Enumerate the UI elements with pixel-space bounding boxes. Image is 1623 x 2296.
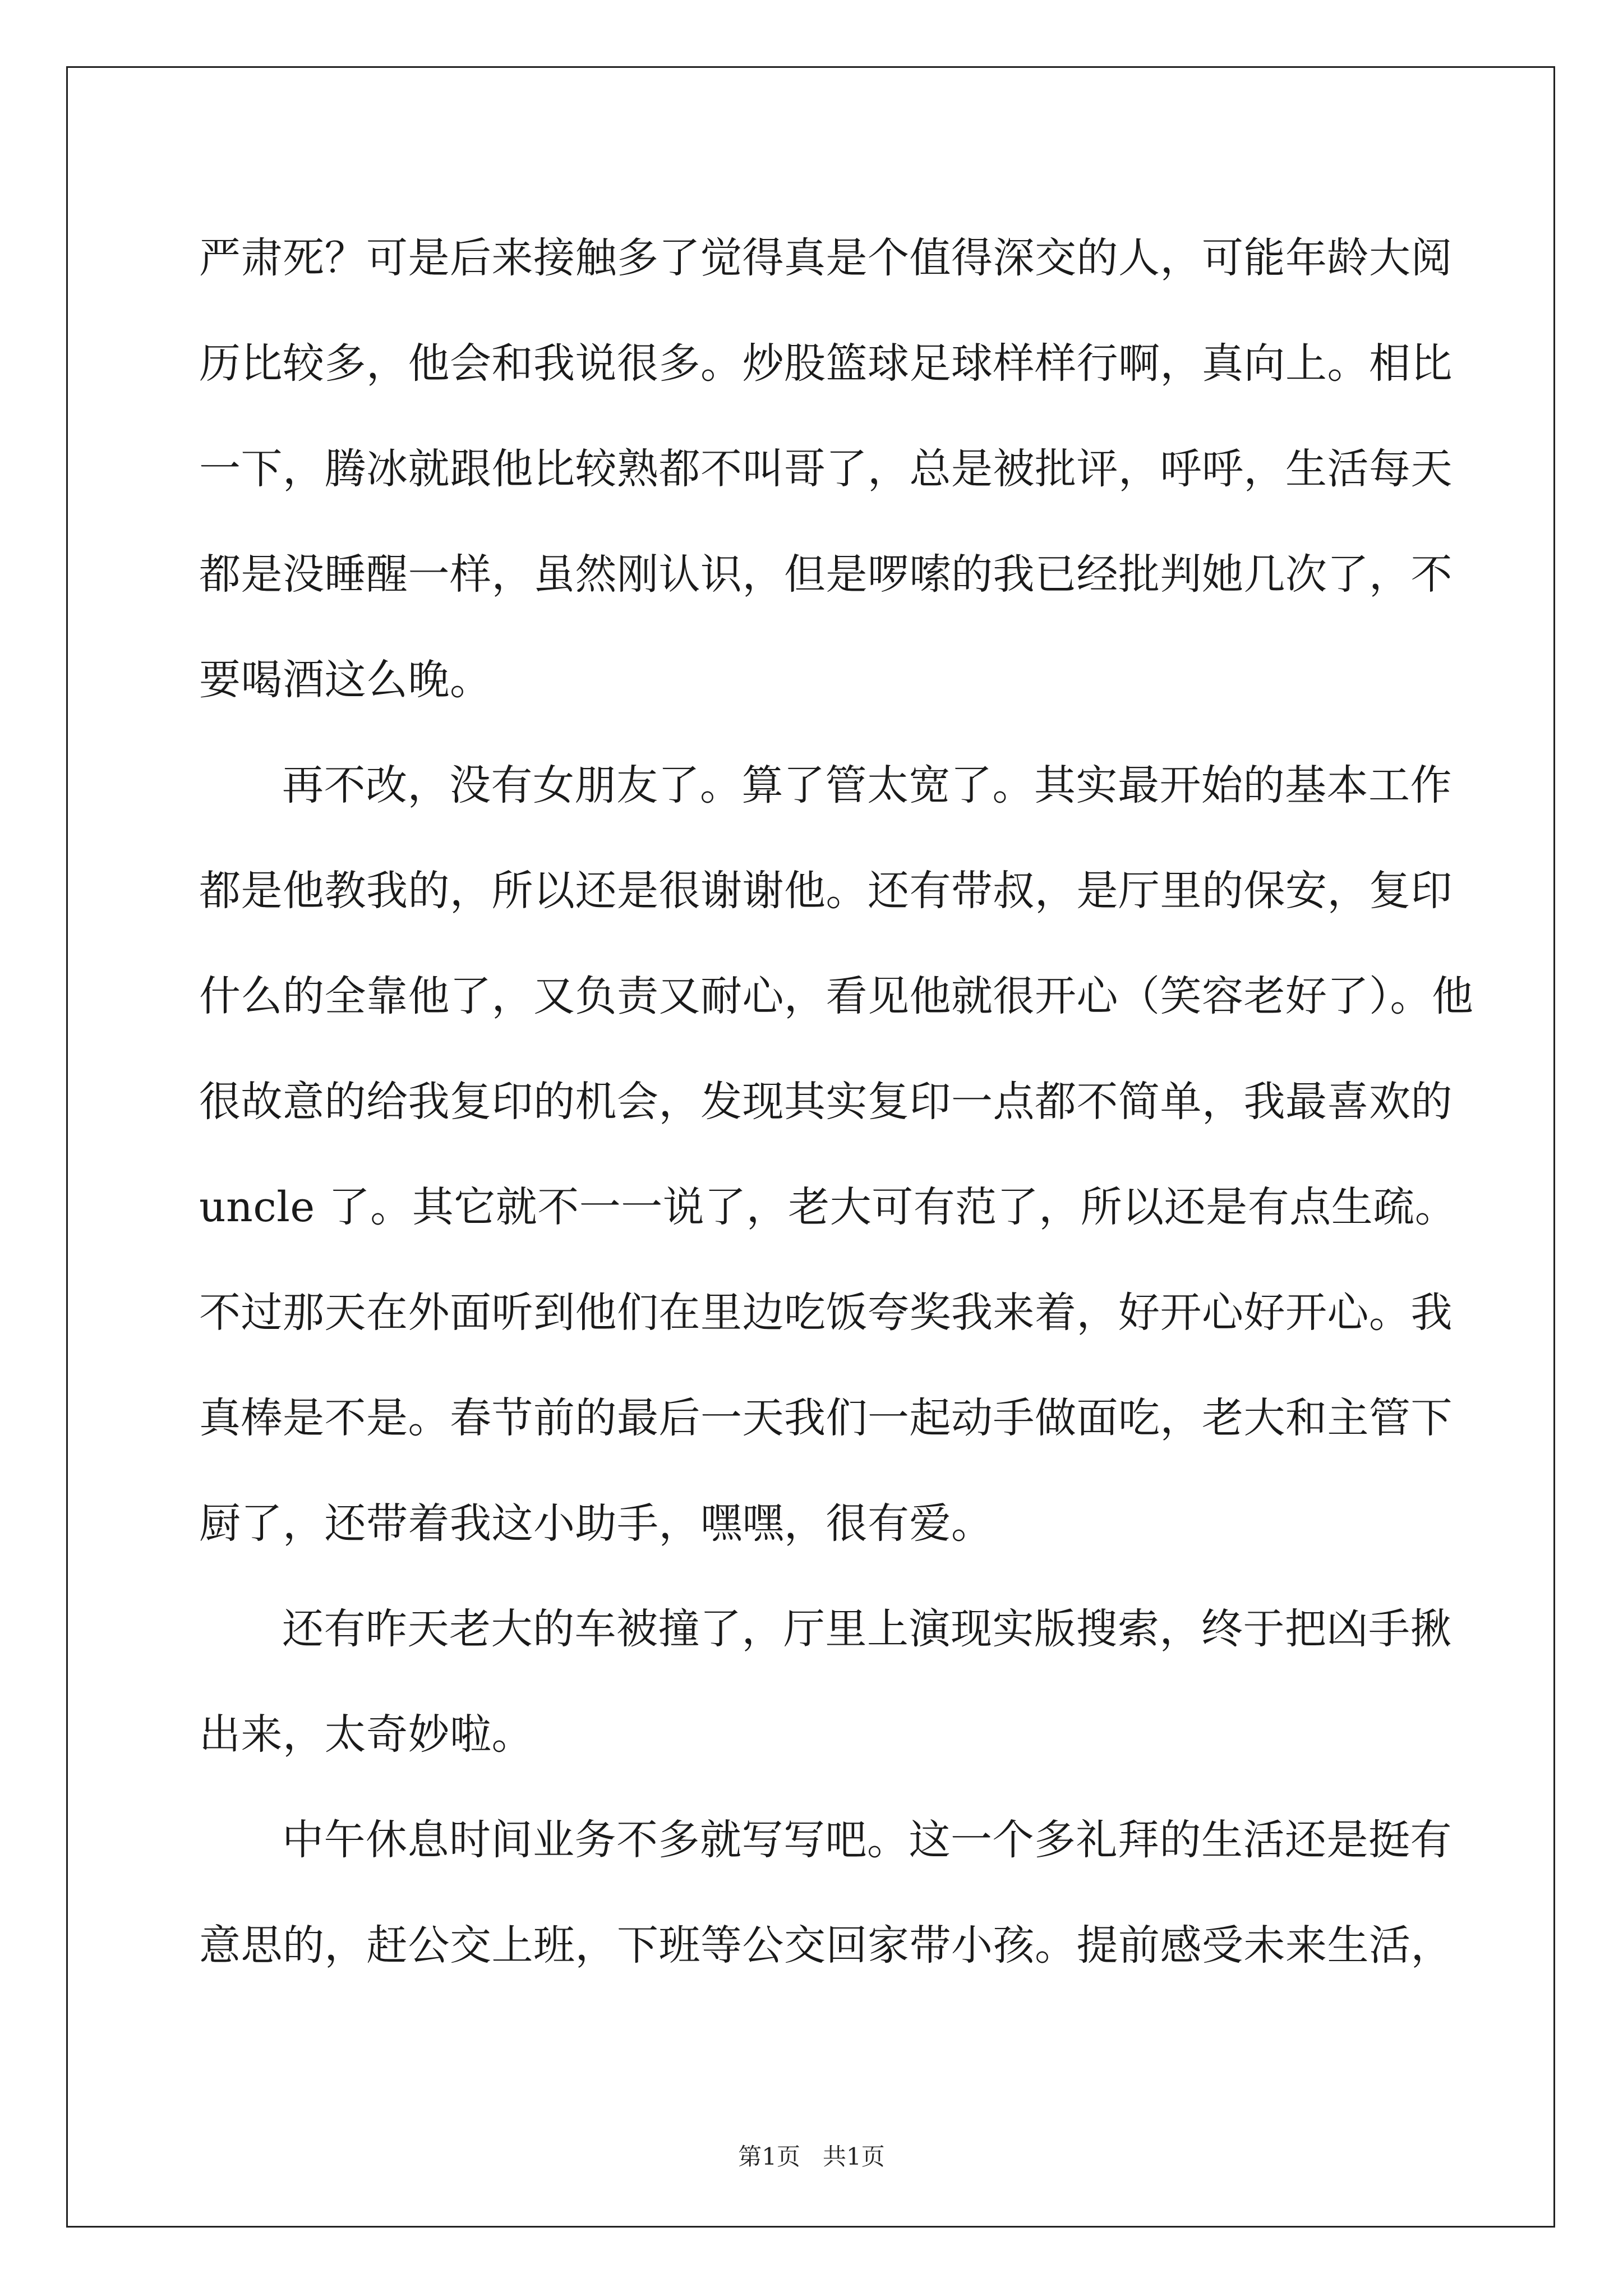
- text-line: 真棒是不是。春节前的最后一天我们一起动手做面吃，老大和主管下: [199, 1394, 1453, 1442]
- text-line: uncle 了。其它就不一一说了，老大可有范了，所以还是有点生疏。: [199, 1183, 1457, 1231]
- text-line: 意思的，赶公交上班，下班等公交回家带小孩。提前感受未来生活，: [199, 1921, 1453, 1970]
- text-line: 不过那天在外面听到他们在里边吃饭夸奖我来着，好开心好开心。我: [199, 1289, 1453, 1337]
- text-line: 厨了，还带着我这小助手，嘿嘿，很有爱。: [199, 1499, 993, 1548]
- document-body: [199, 205, 1474, 1998]
- text-line: 要喝酒这么晚。: [199, 656, 492, 704]
- paragraph-first-line: 再不改，没有女朋友了。算了管太宽了。其实最开始的基本工作: [282, 761, 1452, 809]
- paragraph-first-line: 还有昨天老大的车被撞了，厅里上演现实版搜索，终于把凶手揪: [282, 1605, 1452, 1653]
- text-line: 出来，太奇妙啦。: [199, 1710, 533, 1759]
- text-line: 严肃死？可是后来接触多了觉得真是个值得深交的人，可能年龄大阅: [199, 234, 1453, 282]
- text-line: 历比较多，他会和我说很多。炒股篮球足球样样行啊，真向上。相比: [199, 339, 1453, 388]
- text-line: 都是他教我的，所以还是很谢谢他。还有带叔，是厅里的保安，复印: [199, 867, 1453, 915]
- text-line: 很故意的给我复印的机会，发现其实复印一点都不简单，我最喜欢的: [199, 1078, 1453, 1126]
- text-line: 一下，腾冰就跟他比较熟都不叫哥了，总是被批评，呼呼，生活每天: [199, 445, 1453, 493]
- text-line: 都是没睡醒一样，虽然刚认识，但是啰嗦的我已经批判她几次了，不: [199, 550, 1453, 599]
- paragraph-first-line: 中午休息时间业务不多就写写吧。这一个多礼拜的生活还是挺有: [282, 1816, 1452, 1864]
- page-footer: 第1页 共1页: [738, 2143, 885, 2170]
- text-line: 什么的全靠他了，又负责又耐心，看见他就很开心（笑容老好了）。他: [199, 972, 1474, 1020]
